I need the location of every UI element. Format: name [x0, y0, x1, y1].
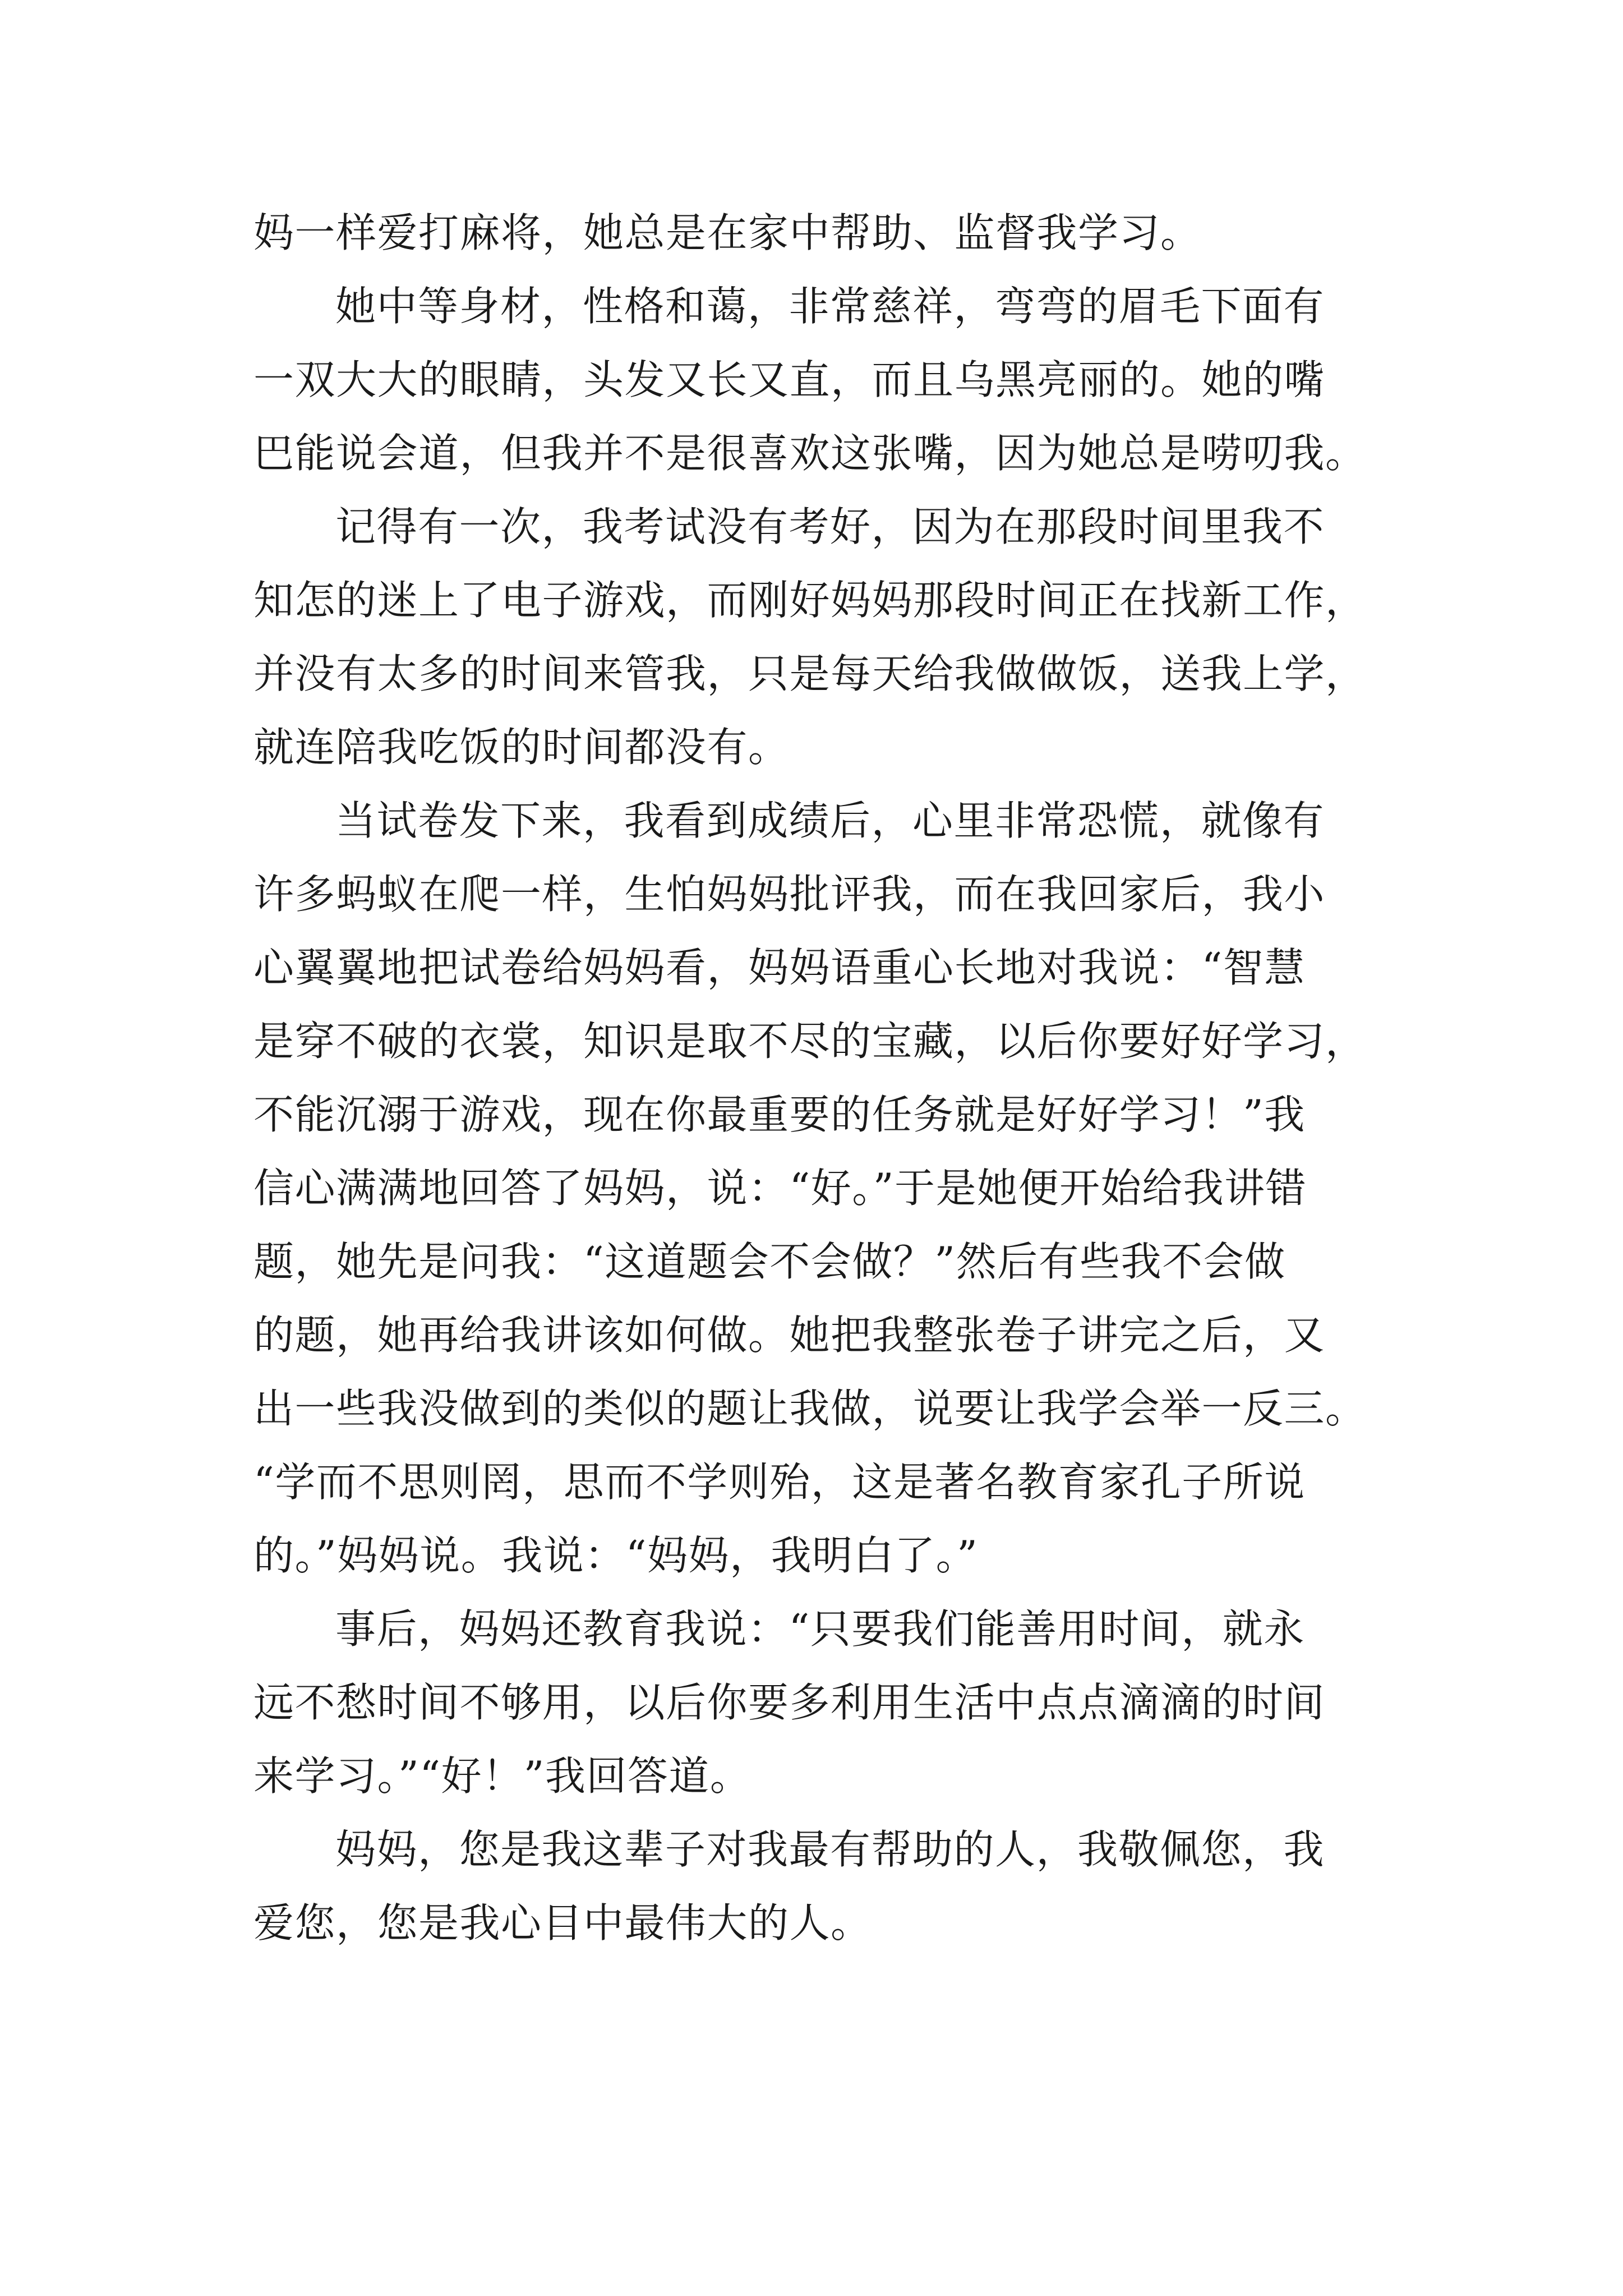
text-line: 就连陪我吃饭的时间都没有。 — [253, 724, 790, 771]
text-line: 知怎的迷上了电子游戏，而刚好妈妈那段时间正在找新工作， — [253, 577, 1367, 624]
text-line: 不能沉溺于游戏，现在你最重要的任务就是好好学习！”我 — [253, 1091, 1306, 1138]
text-line: 的。”妈妈说。我说：“妈妈，我明白了。” — [253, 1532, 979, 1579]
text-line: 来学习。”“好！”我回答道。 — [253, 1752, 751, 1800]
text-line: 出一些我没做到的类似的题让我做，说要让我学会举一反三。 — [253, 1385, 1367, 1432]
text-line: 远不愁时间不够用，以后你要多利用生活中点点滴滴的时间 — [253, 1679, 1326, 1726]
text-line: 是穿不破的衣裳，知识是取不尽的宝藏，以后你要好好学习， — [253, 1018, 1367, 1065]
text-line: 爱您，您是我心目中最伟大的人。 — [253, 1899, 872, 1947]
text-line: 许多蚂蚁在爬一样，生怕妈妈批评我，而在我回家后，我小 — [253, 871, 1326, 918]
text-line: 信心满满地回答了妈妈，说：“好。”于是她便开始给我讲错 — [253, 1165, 1307, 1212]
text-line: 题，她先是问我：“这道题会不会做？”然后有些我不会做 — [253, 1238, 1286, 1285]
text-line: 妈妈，您是我这辈子对我最有帮助的人，我敬佩您，我 — [335, 1826, 1325, 1873]
text-line: 记得有一次，我考试没有考好，因为在那段时间里我不 — [335, 503, 1325, 550]
text-line: “学而不思则罔，思而不学则殆，这是著名教育家孔子所说 — [253, 1458, 1306, 1506]
text-line: 的题，她再给我讲该如何做。她把我整张卷子讲完之后，又 — [253, 1312, 1326, 1359]
text-line: 事后，妈妈还教育我说：“只要我们能善用时间，就永 — [335, 1605, 1305, 1653]
text-line: 她中等身材，性格和蔼，非常慈祥，弯弯的眉毛下面有 — [335, 283, 1325, 330]
text-line: 一双大大的眼睛，头发又长又直，而且乌黑亮丽的。她的嘴 — [253, 356, 1326, 403]
text-line: 妈一样爱打麻将，她总是在家中帮助、监督我学习。 — [253, 209, 1202, 256]
text-line: 心翼翼地把试卷给妈妈看，妈妈语重心长地对我说：“智慧 — [253, 944, 1306, 991]
essay-body — [253, 196, 1373, 1960]
text-line: 并没有太多的时间来管我，只是每天给我做做饭，送我上学， — [253, 650, 1367, 697]
text-line: 巴能说会道，但我并不是很喜欢这张嘴，因为她总是唠叨我。 — [253, 430, 1367, 477]
text-line: 当试卷发下来，我看到成绩后，心里非常恐慌，就像有 — [335, 797, 1325, 844]
